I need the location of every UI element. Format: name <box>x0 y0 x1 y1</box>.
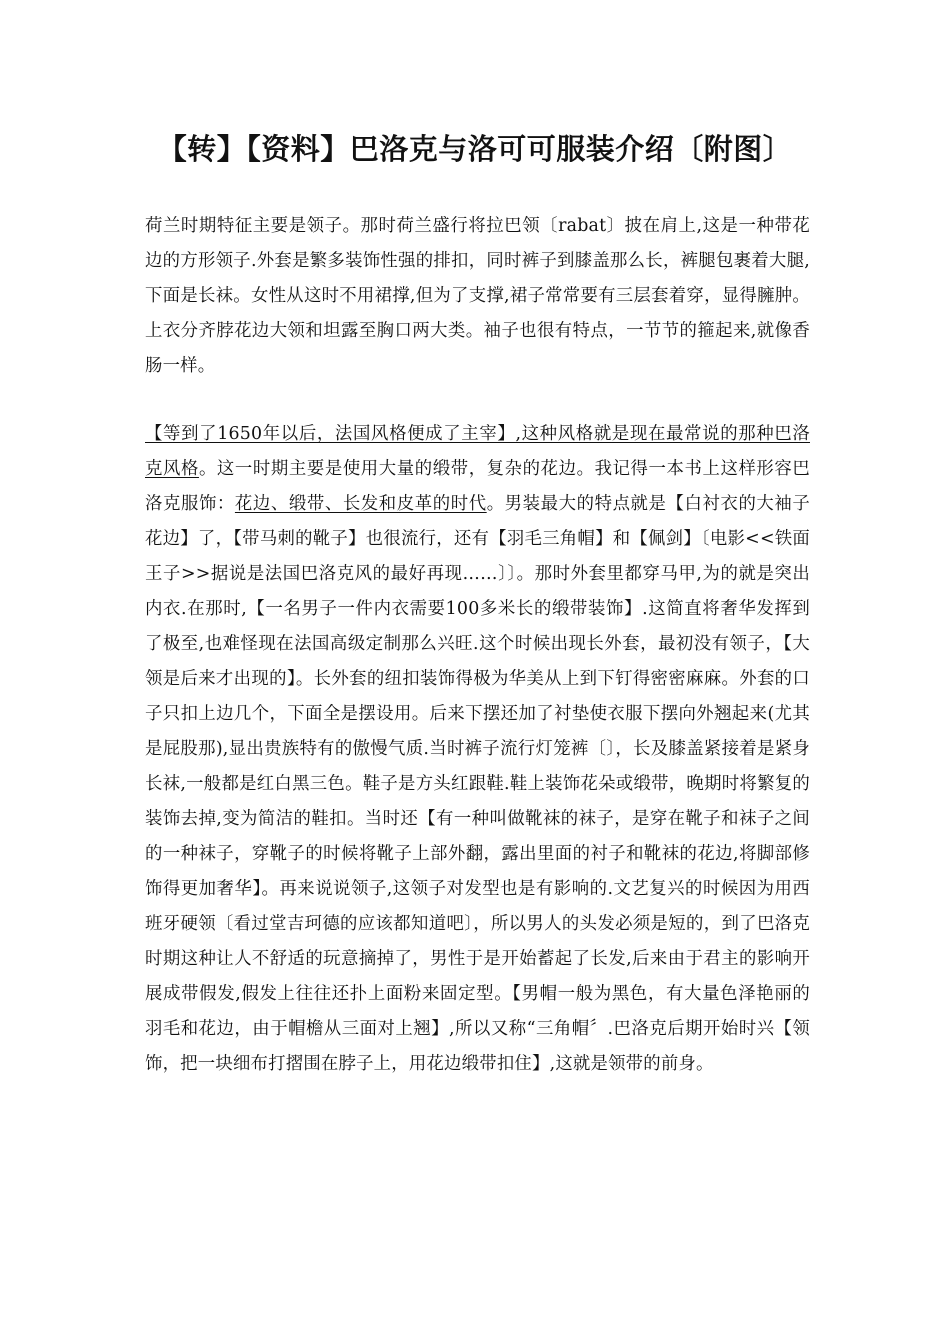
document-title: 【转】【资料】巴洛克与洛可可服装介绍〔附图〕 <box>157 132 793 166</box>
paragraph-french-baroque-text-2: 。男装最大的特点就是【白衬衣的大袖子花边】了，【带马刺的靴子】也很流行，还有【羽毛三角帽】和【佩剑】〔电影<<铁面王子>>据说是法国巴洛克风的最好再现……〕〕。那时外套里都穿马甲,为的就是突出内衣.在那时,【一名男子一件内衣需要100多米长的缎带装饰】.这简直将奢华发挥到了极至,也难怪现在法国高级定制那么兴旺.这个时候出现长外套，最初没有领子，【大领是后来才出现的】。长外套的纽扣装饰得极为华美从上到下钉得密密麻麻。外套的口子只扣上边几个，下面全是摆设用。后来下摆还加了衬垫使衣服下摆向外翘起来(尤其是屁股那),显出贵族特有的傲慢气质.当时裤子流行灯笼裤〔〕，长及膝盖紧接着是紧身长袜,一般都是红白黑三色。鞋子是方头红跟鞋.鞋上装饰花朵或缎带，晚期时将繁复的装饰去掉,变为简洁的鞋扣。当时还【有一种叫做靴袜的袜子，是穿在靴子和袜子之间的一种袜子，穿靴子的时候将靴子上部外翻，露出里面的衬子和靴袜的花边,将脚部修饰得更加奢华】。再来说说领子,这领子对发型也是有影响的.文艺复兴的时候因为用西班牙硬领〔看过堂吉珂德的应该都知道吧〕，所以男人的头发必须是短的，到了巴洛克时期这种让人不舒适的玩意摘掉了，男性于是开始蓄起了长发,后来由于君主的影响开展成带假发,假发上往往还扑上面粉来固定型。【男帽一般为黑色，有大量色泽艳丽的羽毛和花边，由于帽檐从三面对上翘】,所以又称“三角帽〞.巴洛克后期开始时兴【领饰，把一块细布打摺围在脖子上，用花边缎带扣住】,这就是领带的前身。 <box>145 494 810 1074</box>
paragraph-french-baroque-text-1: 。这一时期主要是使用大量的缎带，复杂的花边。我记得一本书上这样形容巴洛克服饰： <box>145 459 810 514</box>
underlined-french-style: 【等到了1650年以后，法国风格便成了主宰】,这种风格就是现在最常说的那种巴洛克风格 <box>145 424 810 479</box>
paragraph-french-baroque <box>145 417 810 1082</box>
paragraph-dutch-period <box>145 209 810 384</box>
underlined-baroque-quote: 花边、缎带、长发和皮革的时代 <box>234 494 487 514</box>
paragraph-dutch-period-text: 荷兰时期特征主要是领子。那时荷兰盛行将拉巴领〔rabat〕披在肩上,这是一种带花边的方形领子.外套是繁多装饰性强的排扣，同时裤子到膝盖那么长，裤腿包裹着大腿,下面是长袜。女性从这时不用裙撑,但为了支撑,裙子常常要有三层套着穿，显得臃肿。上衣分齐脖花边大领和坦露至胸口两大类。袖子也很有特点，一节节的箍起来,就像香肠一样。 <box>145 216 810 376</box>
